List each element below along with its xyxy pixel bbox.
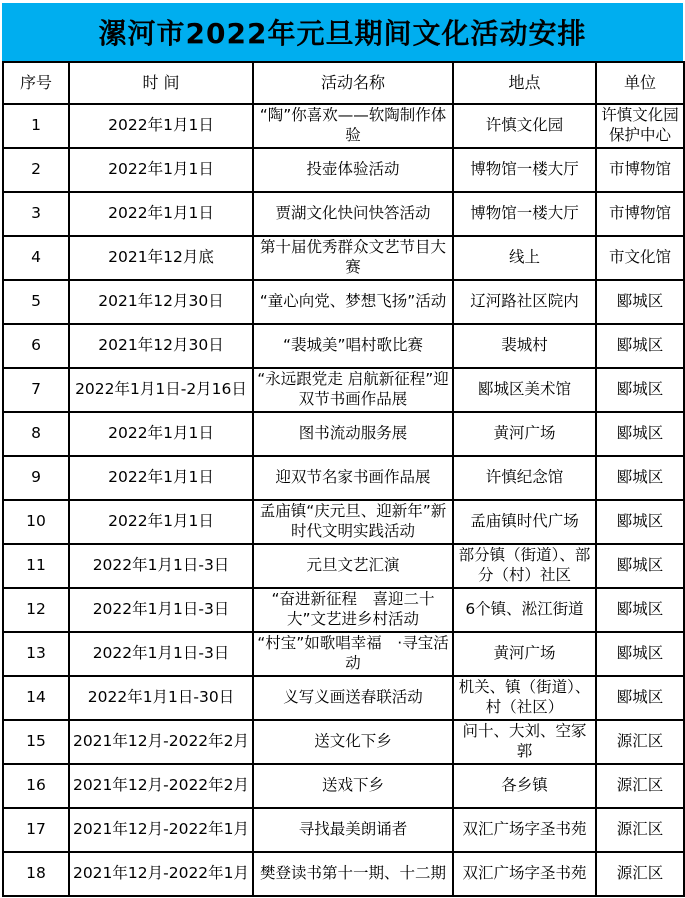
- cell-time: 2022年1月1日-30日: [69, 676, 253, 720]
- cell-time: 2022年1月1日: [69, 192, 253, 236]
- cell-index: 14: [3, 676, 69, 720]
- cell-location: 许慎文化园: [453, 104, 596, 148]
- cell-location: 问十、大刘、空冢郭: [453, 720, 596, 764]
- cell-activity: “裴城美”唱村歌比赛: [253, 324, 453, 368]
- cell-time: 2022年1月1日: [69, 148, 253, 192]
- cell-activity: “奋进新征程 喜迎二十大”文艺进乡村活动: [253, 588, 453, 632]
- cell-unit: 郾城区: [596, 368, 684, 412]
- cell-time: 2022年1月1日-3日: [69, 588, 253, 632]
- table-row: [3, 148, 684, 192]
- cell-activity: 送文化下乡: [253, 720, 453, 764]
- column-header-activity: 活动名称: [253, 62, 453, 104]
- cell-index: 8: [3, 412, 69, 456]
- table-row: [3, 236, 684, 280]
- cell-index: 16: [3, 764, 69, 808]
- cell-unit: 郾城区: [596, 632, 684, 676]
- cell-index: 1: [3, 104, 69, 148]
- cell-unit: 郾城区: [596, 588, 684, 632]
- cell-location: 线上: [453, 236, 596, 280]
- cell-activity: “永远跟党走 启航新征程”迎双节书画作品展: [253, 368, 453, 412]
- cell-unit: 郾城区: [596, 412, 684, 456]
- cell-activity: 迎双节名家书画作品展: [253, 456, 453, 500]
- cell-time: 2022年1月1日: [69, 104, 253, 148]
- table-row: [3, 764, 684, 808]
- cell-time: 2021年12月30日: [69, 280, 253, 324]
- cell-location: 博物馆一楼大厅: [453, 148, 596, 192]
- cell-index: 5: [3, 280, 69, 324]
- cell-location: 辽河路社区院内: [453, 280, 596, 324]
- cell-location: 裴城村: [453, 324, 596, 368]
- table-row: [3, 104, 684, 148]
- cell-index: 7: [3, 368, 69, 412]
- cell-time: 2021年12月-2022年1月: [69, 808, 253, 852]
- cell-index: 2: [3, 148, 69, 192]
- cell-time: 2021年12月-2022年2月: [69, 764, 253, 808]
- cell-index: 10: [3, 500, 69, 544]
- cell-time: 2021年12月30日: [69, 324, 253, 368]
- cell-index: 11: [3, 544, 69, 588]
- cell-unit: 市博物馆: [596, 192, 684, 236]
- cell-time: 2022年1月1日-2月16日: [69, 368, 253, 412]
- cell-unit: 郾城区: [596, 500, 684, 544]
- cell-activity: 樊登读书第十一期、十二期: [253, 852, 453, 896]
- cell-unit: 市博物馆: [596, 148, 684, 192]
- cell-unit: 郾城区: [596, 324, 684, 368]
- cell-activity: 元旦文艺汇演: [253, 544, 453, 588]
- cell-time: 2022年1月1日: [69, 500, 253, 544]
- table-header: [3, 62, 684, 104]
- cell-time: 2021年12月底: [69, 236, 253, 280]
- table-row: [3, 676, 684, 720]
- cell-unit: 许慎文化园保护中心: [596, 104, 684, 148]
- cell-index: 15: [3, 720, 69, 764]
- cell-location: 双汇广场字圣书苑: [453, 808, 596, 852]
- table-row: [3, 412, 684, 456]
- cell-unit: 源汇区: [596, 764, 684, 808]
- cell-activity: 图书流动服务展: [253, 412, 453, 456]
- table-header-row: [3, 62, 684, 104]
- table-row: [3, 500, 684, 544]
- table-row: [3, 588, 684, 632]
- cell-activity: 孟庙镇“庆元旦、迎新年”新时代文明实践活动: [253, 500, 453, 544]
- cell-location: 孟庙镇时代广场: [453, 500, 596, 544]
- cell-index: 12: [3, 588, 69, 632]
- title-banner: [2, 3, 683, 61]
- table-row: [3, 808, 684, 852]
- cell-location: 黄河广场: [453, 412, 596, 456]
- cell-location: 双汇广场字圣书苑: [453, 852, 596, 896]
- cell-unit: 源汇区: [596, 852, 684, 896]
- cell-time: 2022年1月1日: [69, 412, 253, 456]
- table-body: [3, 104, 684, 896]
- cell-activity: 第十届优秀群众文艺节目大赛: [253, 236, 453, 280]
- table-row: [3, 720, 684, 764]
- cell-unit: 郾城区: [596, 544, 684, 588]
- cell-location: 6个镇、淞江街道: [453, 588, 596, 632]
- cell-location: 机关、镇（街道）、村（社区）: [453, 676, 596, 720]
- cell-unit: 郾城区: [596, 456, 684, 500]
- cell-unit: 市文化馆: [596, 236, 684, 280]
- cell-index: 18: [3, 852, 69, 896]
- cell-unit: 源汇区: [596, 720, 684, 764]
- table-row: [3, 632, 684, 676]
- cell-unit: 郾城区: [596, 280, 684, 324]
- table-row: [3, 280, 684, 324]
- table-row: [3, 192, 684, 236]
- cell-activity: 送戏下乡: [253, 764, 453, 808]
- table-row: [3, 368, 684, 412]
- cell-time: 2022年1月1日: [69, 456, 253, 500]
- page-title: 漯河市2022年元旦期间文化活动安排: [98, 17, 587, 50]
- cell-index: 3: [3, 192, 69, 236]
- column-header-location: 地点: [453, 62, 596, 104]
- cell-location: 黄河广场: [453, 632, 596, 676]
- column-header-index: 序号: [3, 62, 69, 104]
- cell-index: 4: [3, 236, 69, 280]
- table-row: [3, 852, 684, 896]
- column-header-time: 时 间: [69, 62, 253, 104]
- cell-time: 2022年1月1日-3日: [69, 632, 253, 676]
- table-row: [3, 456, 684, 500]
- cell-index: 13: [3, 632, 69, 676]
- cell-unit: 源汇区: [596, 808, 684, 852]
- cell-unit: 郾城区: [596, 676, 684, 720]
- cell-activity: 义写义画送春联活动: [253, 676, 453, 720]
- cell-time: 2021年12月-2022年2月: [69, 720, 253, 764]
- cell-location: 博物馆一楼大厅: [453, 192, 596, 236]
- cell-location: 各乡镇: [453, 764, 596, 808]
- cell-activity: 寻找最美朗诵者: [253, 808, 453, 852]
- cell-location: 部分镇（街道）、部分（村）社区: [453, 544, 596, 588]
- cell-activity: 贾湖文化快问快答活动: [253, 192, 453, 236]
- cell-index: 17: [3, 808, 69, 852]
- activities-table: [2, 61, 685, 897]
- table-row: [3, 544, 684, 588]
- cell-time: 2022年1月1日-3日: [69, 544, 253, 588]
- cell-time: 2021年12月-2022年1月: [69, 852, 253, 896]
- cell-location: 郾城区美术馆: [453, 368, 596, 412]
- cell-activity: “陶”你喜欢——软陶制作体验: [253, 104, 453, 148]
- cell-activity: “村宝”如歌唱幸福 ·寻宝活动: [253, 632, 453, 676]
- cell-location: 许慎纪念馆: [453, 456, 596, 500]
- cell-activity: “童心向党、梦想飞扬”活动: [253, 280, 453, 324]
- column-header-unit: 单位: [596, 62, 684, 104]
- cell-index: 6: [3, 324, 69, 368]
- table-row: [3, 324, 684, 368]
- cell-index: 9: [3, 456, 69, 500]
- cell-activity: 投壶体验活动: [253, 148, 453, 192]
